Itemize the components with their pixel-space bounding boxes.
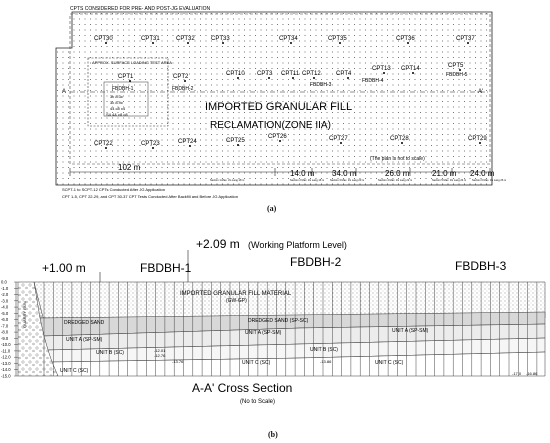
depth-tick-label: -11.0: [1, 348, 11, 354]
svg-text:CPT31: CPT31: [141, 36, 160, 42]
unit-b-label-1: UNIT B (SC): [96, 350, 124, 356]
depth-scale: [1, 280, 18, 379]
fill-material-label: IMPORTED GRANULAR FILL MATERIAL: [180, 291, 292, 297]
dimension-label: 24.0 m: [470, 169, 495, 178]
dimension-label: 102 m: [118, 163, 141, 172]
note-2: CPT 1-5, CPT 22-29, and CPT 30-37 CPT Tests Conducted After Backfill and Before JG Application: [62, 194, 238, 199]
section-note: Section 4 Max. JG Lang 22 m: [378, 179, 413, 182]
granular-fill-layer: [34, 282, 545, 318]
dredged-sand-label-2: DREDGED SAND (SP-SC): [248, 318, 309, 324]
svg-text:CPT24: CPT24: [178, 139, 197, 145]
site-plan: [0, 0, 550, 220]
bh1-depth-2: -12.76: [154, 353, 166, 358]
svg-text:CPT12: CPT12: [302, 71, 321, 77]
svg-text:CPT5: CPT5: [448, 63, 464, 69]
svg-text:CPT30: CPT30: [94, 36, 113, 42]
fill-label: IMPORTED GRANULAR FILL: [205, 101, 353, 113]
borehole-fbdbh-3: FBDBH-3: [310, 82, 332, 88]
unit-c-label-3: UNIT C (SC): [375, 360, 404, 366]
depth-tick-label: -14.0: [1, 367, 11, 373]
depth-tick-label: -13.0: [1, 361, 11, 366]
note-1: SCPT-1 to SCPT-12 CPTs Conducted After JG Application: [62, 187, 165, 192]
test-area-value: S4 4& c8 c8: [106, 112, 128, 117]
dimension-label: 26.0 m: [385, 169, 410, 178]
svg-text:CPT27: CPT27: [329, 136, 348, 142]
depth-tick-label: -5.0: [1, 310, 9, 316]
section-note: Section 2 Max. JG Lang 16 m: [290, 179, 325, 182]
svg-text:CPT36: CPT36: [396, 36, 415, 42]
test-area-value: 3c 8.9c: [110, 100, 123, 105]
dredged-sand-label-1: DREDGED SAND: [64, 320, 105, 326]
section-title: A-A' Cross Section: [192, 381, 293, 395]
working-level-value: +2.09 m: [196, 237, 240, 251]
bh3-depth-1: -17.0: [512, 371, 522, 376]
unit-a-label-3: UNIT A (SP-SM): [392, 328, 429, 334]
depth-tick-label: -2.0: [1, 292, 9, 297]
not-to-scale-note: (The plan is not to scale): [370, 156, 425, 162]
borehole-fbdbh-5: FBDBH-5: [446, 72, 468, 78]
section-subtitle: (No to Scale): [240, 399, 276, 405]
dimension-label: 34.0 m: [332, 169, 357, 178]
depth-tick-label: -12.0: [1, 354, 11, 360]
borehole-fbdbh-2: FBDBH-2: [172, 86, 194, 92]
test-area-value: 44 c8 x4: [110, 106, 126, 111]
svg-text:CPT32: CPT32: [176, 36, 195, 42]
svg-text:CPT25: CPT25: [226, 138, 245, 144]
depth-tick-label: -6.0: [1, 317, 9, 323]
test-area-value: 3c 8.3c: [110, 94, 123, 99]
svg-text:CPT34: CPT34: [279, 36, 298, 42]
svg-text:CPT14: CPT14: [401, 66, 420, 72]
section-note: Section 6 Max. JG Lang 26 m: [472, 179, 507, 182]
depth-tick-label: -7.0: [1, 323, 9, 329]
svg-text:CPT26: CPT26: [268, 134, 287, 140]
svg-text:CPT22: CPT22: [94, 141, 113, 147]
unit-c-label-1: UNIT C (SC): [60, 368, 89, 374]
section-note: Section 1-Max. JG Lang 18 m: [210, 179, 245, 182]
svg-text:CPT33: CPT33: [211, 36, 230, 42]
depth-tick-label: -4.0: [1, 304, 9, 310]
section-note: Section 5 Max. JG Lang 24 m: [432, 179, 467, 182]
zone-label: RECLAMATION(ZONE IIA): [210, 120, 331, 131]
svg-text:CPT23: CPT23: [141, 141, 160, 147]
caption-a: (a): [267, 204, 277, 213]
level-1-value: +1.00 m: [42, 261, 86, 275]
svg-text:CPT37: CPT37: [456, 36, 475, 42]
bh2-depth-1: -13.86: [320, 359, 332, 364]
section-end-label: A': [478, 89, 484, 95]
plan-header: CPTS CONSIDERED FOR PRE- AND POST-JG EVALUATION: [70, 6, 211, 12]
bh1-depth-3: -13.76: [172, 359, 184, 364]
svg-text:CPT13: CPT13: [372, 66, 391, 72]
working-level-note: (Working Platform Level): [248, 240, 347, 250]
svg-text:CPT4: CPT4: [336, 71, 352, 77]
unit-b-label-2: UNIT B (SC): [310, 347, 338, 353]
bh3-depth-2: -16.86: [526, 371, 538, 376]
svg-text:CPT29: CPT29: [468, 136, 487, 142]
depth-tick-label: -1.0: [1, 285, 9, 291]
svg-text:CPT1: CPT1: [118, 74, 134, 80]
borehole-3-label: FBDBH-3: [455, 259, 507, 273]
section-note: Section 3 Max. JG Lang 20 m: [330, 179, 365, 182]
svg-text:CPT2: CPT2: [173, 74, 189, 80]
depth-tick-label: -8.0: [1, 329, 9, 335]
svg-text:CPT11: CPT11: [281, 71, 300, 77]
quarry-run-label: QUARRY RUN: [22, 301, 27, 328]
unit-a-label-2: UNIT A (SP-SM): [245, 330, 282, 336]
borehole-fbdbh-1: FBDBH-1: [112, 86, 134, 92]
depth-tick-label: -3.0: [1, 298, 9, 304]
fill-material-code: (GW-GP): [226, 298, 247, 304]
depth-tick-label: 0.0: [1, 279, 7, 285]
section-start-label: A: [62, 89, 67, 95]
borehole-2-label: FBDBH-2: [290, 255, 342, 269]
svg-text:CPT28: CPT28: [390, 136, 409, 142]
bh1-depth-1: -12.01: [154, 348, 166, 353]
cross-section: [0, 220, 550, 443]
borehole-fbdbh-4: FBDBH-4: [362, 78, 384, 84]
caption-b: (b): [268, 430, 278, 439]
unit-c-label-2: UNIT C (SC): [242, 360, 271, 366]
unit-a-label-1: UNIT A (SP-SM): [66, 337, 103, 343]
dimension-label: 21.0 m: [432, 169, 457, 178]
depth-tick-label: -15.0: [1, 373, 11, 379]
depth-tick-label: -9.0: [1, 335, 9, 341]
svg-text:CPT35: CPT35: [328, 36, 347, 42]
svg-text:CPT10: CPT10: [226, 71, 245, 77]
depth-tick-label: -10.0: [1, 342, 11, 348]
svg-text:CPT3: CPT3: [257, 71, 273, 77]
test-area-label: APPROX. SURFACE LOADING TEST AREA: [92, 60, 172, 65]
dimension-label: 14.0 m: [290, 169, 315, 178]
borehole-1-label: FBDBH-1: [140, 261, 192, 275]
